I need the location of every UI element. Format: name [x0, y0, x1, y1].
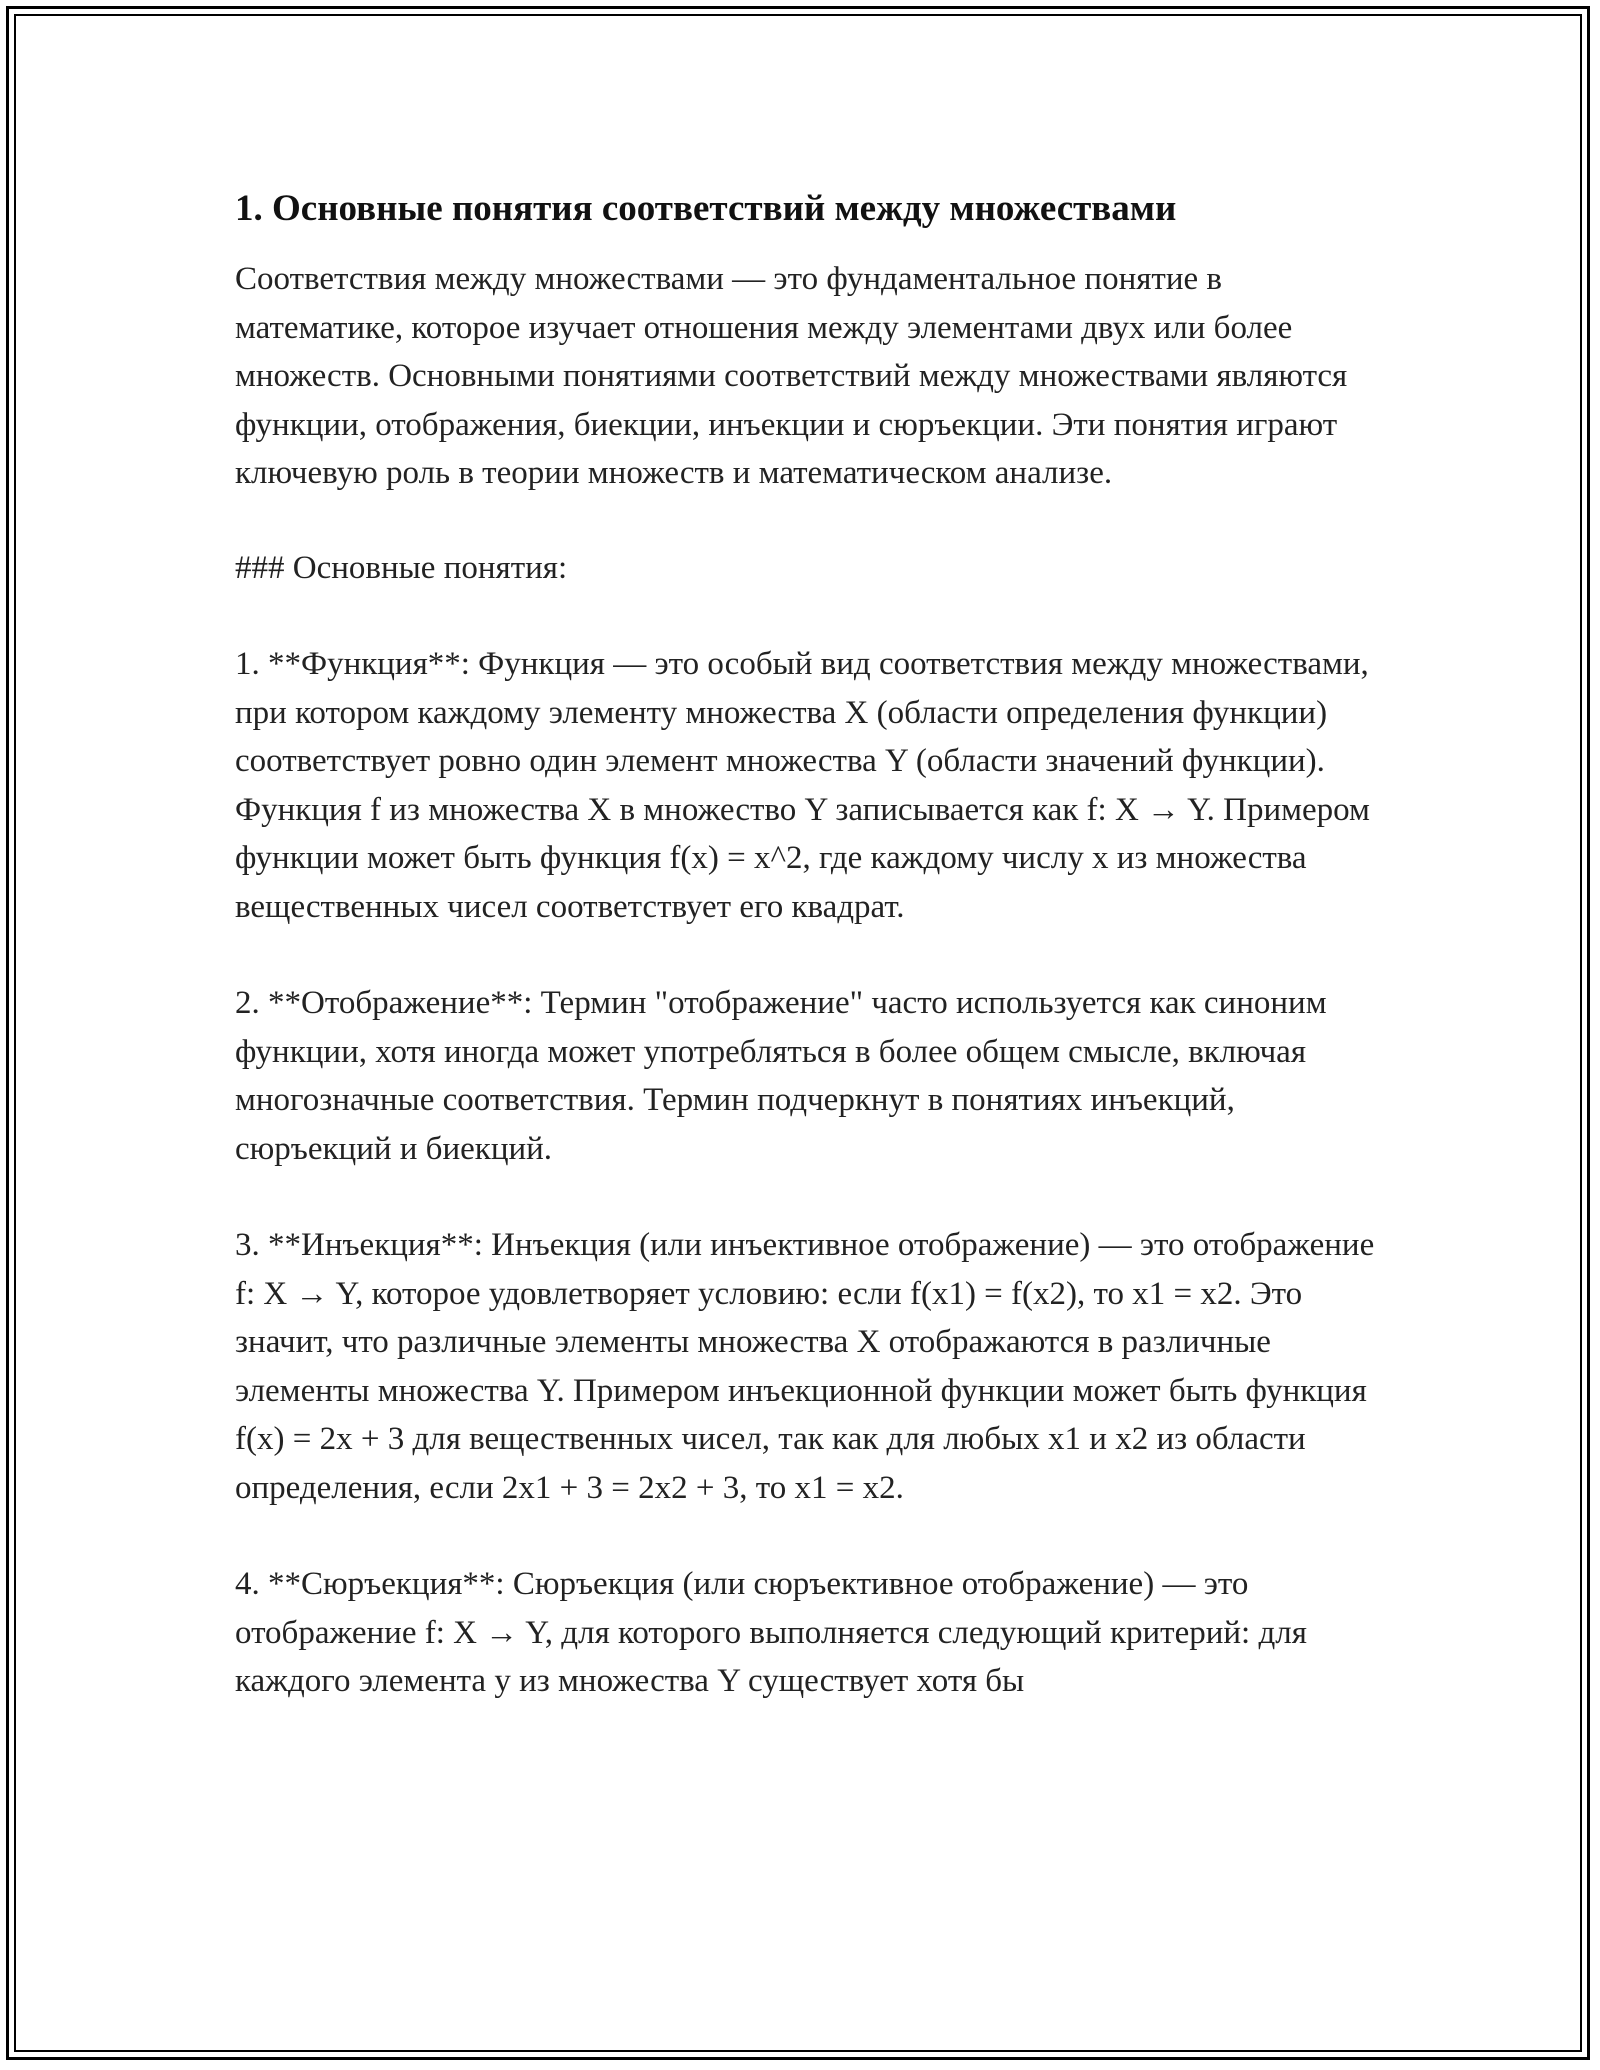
definition-surjection: 4. **Сюръекция**: Сюръекция (или сюръективное отображение) — это отображение f: X → Y, для которого выполняется следующий критерий: для каждого элемента y из множества Y существует хотя бы	[235, 1566, 1307, 1699]
definition-function: 1. **Функция**: Функция — это особый вид соответствия между множествами, при котором каждому элементу множества X (области определения функции) соответствует ровно один элемент множества Y (области значений функции). Функция f из множества X в множество Y записывается как f: X → Y. Примером функции может быть функция f(x) = x^2, где каждому числу x из множества вещественных чисел соответствует его квадрат.	[235, 646, 1370, 925]
definition-mapping: 2. **Отображение**: Термин "отображение" часто используется как синоним функции, хотя иногда может употребляться в более общем смысле, включая многозначные соответствия. Термин подчеркнут в понятиях инъекций, сюръекций и биекций.	[235, 985, 1327, 1167]
document-page	[235, 185, 1375, 1754]
intro-paragraph: Соответствия между множествами — это фундаментальное понятие в математике, которое изучает отношения между элементами двух или более множеств. Основными понятиями соответствий между множествами являются функции, отображения, биекции, инъекции и сюръекции. Эти понятия играют ключевую роль в теории множеств и математическом анализе.	[235, 261, 1348, 491]
section-heading: ### Основные понятия:	[235, 549, 568, 586]
page-title: 1. Основные понятия соответствий между множествами	[235, 188, 1177, 229]
definition-injection: 3. **Инъекция**: Инъекция (или инъективное отображение) — это отображение f: X → Y, которое удовлетворяет условию: если f(x1) = f(x2), то x1 = x2. Это значит, что различные элементы множества X отображаются в различные элементы множества Y. Примером инъекционной функции может быть функция f(x) = 2x + 3 для вещественных чисел, так как для любых x1 и x2 из области определения, если 2x1 + 3 = 2x2 + 3, то x1 = x2.	[235, 1227, 1375, 1506]
